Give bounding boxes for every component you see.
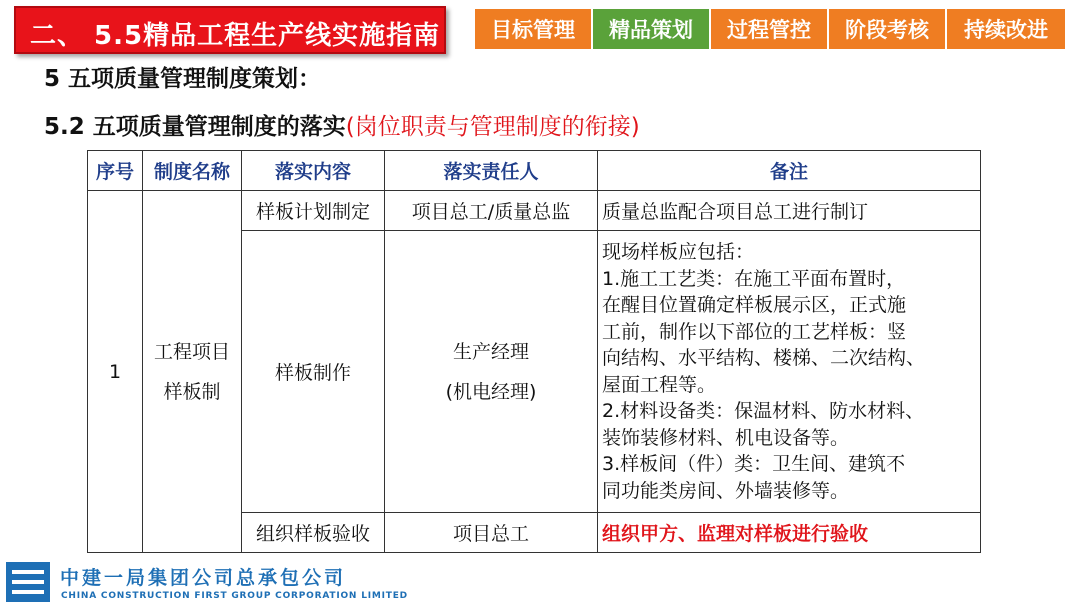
owner-cell: 项目总工 [385,513,598,553]
quality-system-table [87,150,981,553]
owner-cell: 生产经理 (机电经理) [385,231,598,513]
content-cell: 样板制作 [242,231,385,513]
remark-cell: 现场样板应包括： 1.施工工艺类：在施工平面布置时， 在醒目位置确定样板展示区，正式施 工前，制作以下部位的工艺样板：竖 向结构、水平结构、楼梯、二次结构、 屋面工程等。 2.材料设备类：保温材料、防水材料、 装饰装修材料、机电设备等。 3.样板间（件）类：卫生间、建筑不 同功能类房间、外墙装修等。 [598,231,981,513]
content-cell: 样板计划制定 [242,191,385,231]
tab-stage-assessment[interactable]: 阶段考核 [829,9,947,49]
content-cell: 组织样板验收 [242,513,385,553]
seq-cell: 1 [88,191,143,553]
slide-title: 二、 5.5精品工程生产线实施指南 [30,21,441,51]
tab-process-control[interactable]: 过程管控 [711,9,829,49]
section-heading: 5 五项质量管理制度策划： [44,66,322,92]
section-tabs [475,9,1065,49]
header-seq: 序号 [88,151,143,191]
tab-quality-planning[interactable]: 精品策划 [593,9,711,49]
header-remark: 备注 [598,151,981,191]
header-content: 落实内容 [242,151,385,191]
subsection-heading [44,108,640,141]
company-name-cn: 中建一局集团公司总承包公司 [60,567,347,589]
company-name-en: CHINA CONSTRUCTION FIRST GROUP CORPORATION LIMITED [61,591,408,601]
subsection-heading-main: 5.2 五项质量管理制度的落实 [44,114,346,140]
table-row [88,191,981,231]
header-system-name: 制度名称 [143,151,242,191]
system-name-cell: 工程项目 样板制 [143,191,242,553]
company-logo-icon [6,562,50,602]
subsection-heading-note: (岗位职责与管理制度的衔接) [345,114,640,140]
tab-target-management[interactable]: 目标管理 [475,9,593,49]
remark-cell: 组织甲方、监理对样板进行验收 [598,513,981,553]
slide-title-banner [14,6,446,54]
table-header-row [88,151,981,191]
remark-cell: 质量总监配合项目总工进行制订 [598,191,981,231]
owner-cell: 项目总工/质量总监 [385,191,598,231]
header-owner: 落实责任人 [385,151,598,191]
tab-continuous-improvement[interactable]: 持续改进 [947,9,1065,49]
